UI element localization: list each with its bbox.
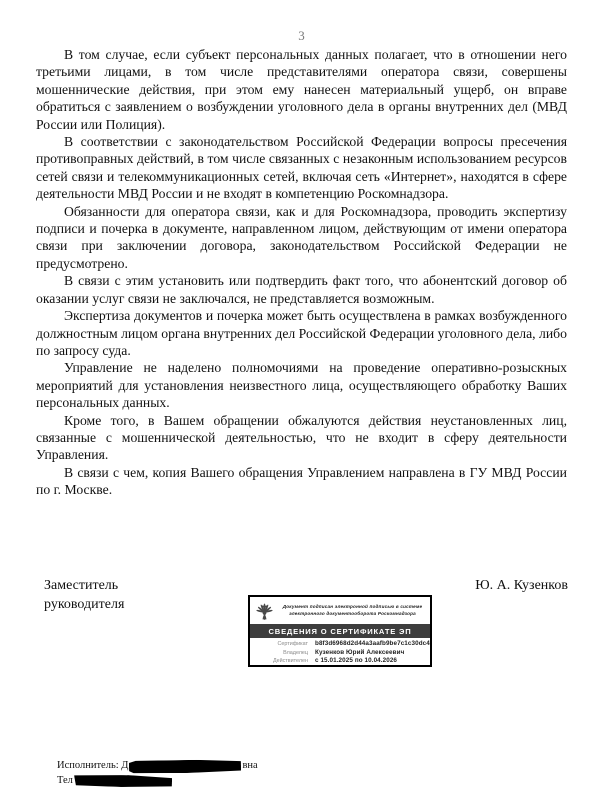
executor-suffix: вна (242, 760, 258, 771)
stamp-issuer-text: Документ подписан электронной подписью в системе электронного документооборота Роскомнадзора (282, 604, 423, 616)
stamp-top-section (250, 597, 430, 624)
executor-line (57, 759, 258, 774)
signer-position-line2: руководителя (44, 597, 125, 612)
paragraph: Обязанности для оператора связи, как и для Роскомнадзора, проводить экспертизу подписи и почерка в документе, направленном лицом, действующим от имени оператора связи при заключении договора, законодательством Российской Федерации не предусмотрено. (36, 203, 567, 271)
page-number: 3 (298, 28, 305, 43)
paragraph: Экспертиза документов и почерка может быть осуществлена в рамках возбужденного должностным лицом органа внутренних дел Российской Федерации уголовного дела, либо по запросу суда. (36, 308, 567, 358)
roskomnadzor-eagle-icon (254, 601, 275, 622)
stamp-field-row (252, 657, 426, 664)
redaction-bar (74, 774, 172, 788)
owner-value: Кузенков Юрий Алексеевич (315, 648, 405, 656)
signer-position-line1: Заместитель (44, 578, 119, 593)
certificate-value: b8f3d6968d2d44a3aafb9be7c1c30dc4 (315, 640, 430, 647)
paragraph: В связи с этим установить или подтвердить факт того, что абонентский договор об оказании услуг связи не заключался, не представляется возможным. (36, 273, 567, 306)
phone-line (57, 774, 258, 789)
executor-info (57, 759, 258, 788)
stamp-field-row (252, 649, 426, 656)
certificate-label: Сертификат (277, 641, 308, 647)
validity-label: Действителен (272, 658, 308, 664)
esignature-stamp (248, 595, 432, 667)
paragraph: В связи с чем, копия Вашего обращения Управлением направлена в ГУ МВД России по г. Москве. (36, 464, 567, 498)
owner-label: Владелец (283, 649, 308, 656)
phone-prefix: Тел (57, 774, 73, 786)
paragraph: Кроме того, в Вашем обращении обжалуются действия неустановленных лиц, связанные с мошеннической деятельностью, что не входит в сферу деятельности Управления. (36, 412, 567, 463)
redaction-bar (129, 759, 241, 773)
signer-position (44, 576, 124, 614)
executor-prefix: Исполнитель: Д (57, 760, 129, 771)
paragraph: В том случае, если субъект персональных данных полагает, что в отношении него третьими лицами, в том числе представителями оператора связи, совершены мошеннические действия, при этом ему нанесен материальный ущерб, он вправе обратиться с заявлением о возбуждении уголовного дела в органы внутренних дел (МВД России или Полиция). (36, 47, 567, 132)
signer-name: Ю. А. Кузенков (475, 578, 568, 593)
validity-value: с 15.01.2025 по 10.04.2026 (315, 657, 398, 664)
stamp-header: СВЕДЕНИЯ О СЕРТИФИКАТЕ ЭП (250, 624, 430, 638)
stamp-certificate-fields (250, 638, 430, 664)
letter-body (36, 46, 567, 499)
stamp-field-row (252, 640, 430, 647)
paragraph: В соответствии с законодательством Российской Федерации вопросы пресечения противоправных действий, в том числе связанных с незаконным использованием ресурсов сетей связи и телекоммуникационных сетей, включая сеть «Интернет», находятся в сфере деятельности МВД России и не входят в компетенцию Роскомнадзора. (36, 134, 567, 202)
paragraph: Управление не наделено полномочиями на проведение оперативно-розыскных мероприятий для установления неизвестного лица, осуществляющего обработку Ваших персональных данных. (36, 360, 567, 411)
